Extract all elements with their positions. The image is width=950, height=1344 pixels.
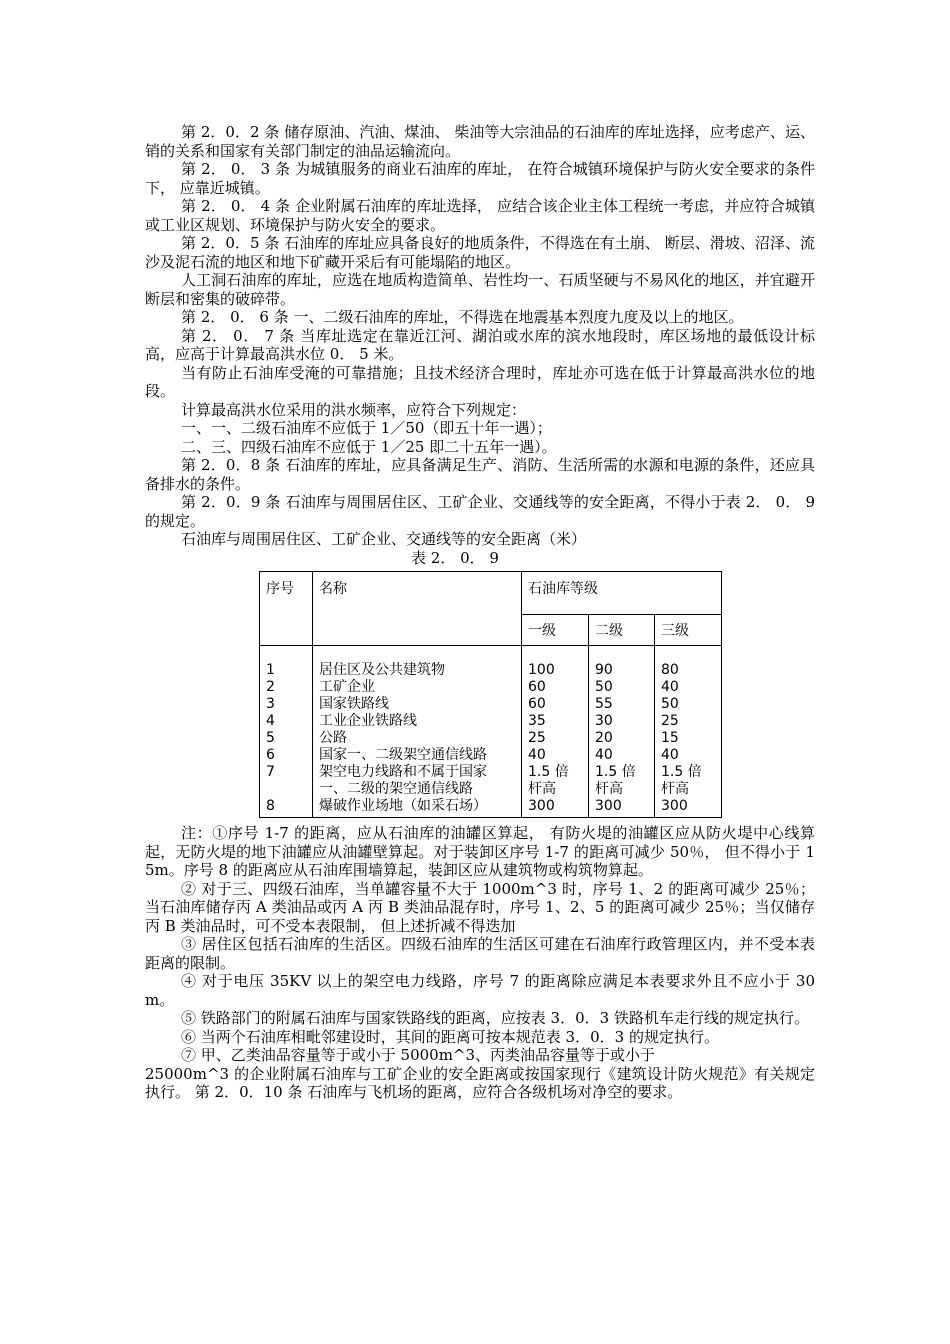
table-cell: 国家一、二级架空通信线路 [319, 747, 487, 763]
table-cell: 杆高 [595, 781, 623, 797]
note-paragraph: ④ 对于电压 35KV 以上的架空电力线路，序号 7 的距离除应满足本表要求外且不应小于 30m。 [145, 972, 815, 1009]
clause-paragraph: 计算最高洪水位采用的洪水频率，应符合下列规定： [181, 400, 527, 419]
header-grade: 石油库等级 [522, 572, 722, 615]
clause-paragraph: 第 2．0．8 条 石油库的库址，应具备满足生产、消防、生活所需的水源和电源的条件，还应具备排水的条件。 [145, 456, 815, 493]
note-paragraph: 注：①序号 1-7 的距离，应从石油库的油罐区算起， 有防火堤的油罐区应从防火堤中心线算起，无防火堤的地下油罐应从油罐壁算起。对于装卸区序号 1-7 的距离可减少 50％， 但不得小于 15m。序号 8 的距离应从石油库围墙算起，装卸区应从建筑物或构筑物算起。 [145, 824, 815, 879]
table-cell: 40 [595, 747, 613, 763]
table-cell: 1.5 倍 [661, 764, 702, 780]
clause-paragraph: 二、三、四级石油库不应低于 1／25 即二十五年一遇）。 [181, 437, 557, 456]
header-grade-2: 二级 [589, 615, 655, 646]
notes-section [145, 824, 815, 1102]
table-cell: 300 [595, 798, 622, 814]
table-cell: 架空电力线路和不属于国家 [319, 764, 487, 780]
header-name: 名称 [313, 572, 522, 646]
col-name [313, 646, 522, 818]
table-cell: 55 [595, 696, 613, 712]
note-paragraph: 25000m^3 的企业附属石油库与工矿企业的安全距离或按国家现行《建筑设计防火规范》有关规定执行。 第 2．0．10 条 石油库与飞机场的距离，应符合各级机场对净空的要求。 [145, 1064, 815, 1101]
clause-paragraph: 第 2． 0． 7 条 当库址选定在靠近江河、湖泊或水库的滨水地段时，库区场地的最低设计标高，应高于计算最高洪水位 0． 5 米。 [145, 326, 815, 363]
table-cell: 杆高 [528, 781, 556, 797]
table-cell: 居住区及公共建筑物 [319, 662, 445, 678]
table-cell: 35 [528, 713, 546, 729]
header-no: 序号 [260, 572, 313, 646]
table-cell: 40 [661, 747, 679, 763]
document-page [145, 123, 815, 1102]
table-cell: 100 [528, 662, 555, 678]
table-cell [266, 781, 306, 798]
header-grade-3: 三级 [655, 615, 722, 646]
table-cell: 爆破作业场地（如采石场） [319, 798, 487, 814]
table-cell: 1 [266, 662, 275, 678]
table-cell: 80 [661, 662, 679, 678]
table-cell: 6 [266, 747, 275, 763]
header-grade-1: 一级 [522, 615, 589, 646]
clause-paragraph: 第 2．0．5 条 石油库的库址应具备良好的地质条件，不得选在有土崩、 断层、滑坡、沼泽、流沙及泥石流的地区和地下矿藏开采后有可能塌陷的地区。 [145, 234, 815, 271]
table-cell: 7 [266, 764, 275, 780]
table-cell: 90 [595, 662, 613, 678]
col-grade-1 [522, 646, 589, 818]
col-no [260, 646, 313, 818]
table-cell: 300 [661, 798, 688, 814]
clause-paragraph: 当有防止石油库受淹的可靠措施；且技术经济合理时，库址亦可选在低于计算最高洪水位的地段。 [145, 363, 815, 400]
table-cell: 300 [528, 798, 555, 814]
table-cell: 杆高 [661, 781, 689, 797]
table-cell: 40 [528, 747, 546, 763]
table-cell: 40 [661, 679, 679, 695]
clauses-section [145, 123, 815, 530]
clause-paragraph: 第 2．0．2 条 储存原油、汽油、煤油、 柴油等大宗油品的石油库的库址选择，应考虑产、运、销的关系和国家有关部门制定的油品运输流向。 [145, 123, 815, 160]
table-cell: 1.5 倍 [528, 764, 569, 780]
note-paragraph: ⑦ 甲、乙类油品容量等于或小于 5000m^3、丙类油品容量等于或小于 [181, 1046, 656, 1064]
clause-paragraph: 人工洞石油库的库址，应选在地质构造简单、岩性均一、石质坚硬与不易风化的地区，并宜避开断层和密集的破碎带。 [145, 271, 815, 308]
clause-paragraph: 第 2． 0． 3 条 为城镇服务的商业石油库的库址， 在符合城镇环境保护与防火安全要求的条件下， 应靠近城镇。 [145, 160, 815, 197]
table-cell: 4 [266, 713, 275, 729]
table-cell: 50 [661, 696, 679, 712]
table-cell: 2 [266, 679, 275, 695]
table-cell: 25 [528, 730, 546, 746]
table-cell: 8 [266, 798, 275, 814]
table-cell: 1.5 倍 [595, 764, 636, 780]
table-cell: 20 [595, 730, 613, 746]
table-cell: 工矿企业 [319, 679, 375, 695]
table-title: 石油库与周围居住区、工矿企业、交通线等的安全距离（米） [181, 530, 587, 548]
table-number: 表 2． 0． 9 [411, 548, 499, 567]
table-cell: 5 [266, 730, 275, 746]
col-grade-3 [655, 646, 722, 818]
note-paragraph: ③ 居住区包括石油库的生活区。四级石油库的生活区可建在石油库行政管理区内，并不受本表距离的限制。 [145, 935, 815, 972]
table-cell: 15 [661, 730, 679, 746]
table-cell: 60 [528, 696, 546, 712]
clause-paragraph: 第 2．0．9 条 石油库与周围居住区、工矿企业、交通线等的安全距离，不得小于表 2． 0． 9 的规定。 [145, 493, 815, 530]
table-cell: 工业企业铁路线 [319, 713, 417, 729]
note-paragraph: ② 对于三、四级石油库，当单罐容量不大于 1000m^3 时，序号 1、2 的距离可减少 25％；当石油库储存丙 A 类油品或丙 A 丙 B 类油品混存时，序号 1、2、5 的距离可减少 25％；当仅储存丙 B 类油品时，可不受本表限制， 但上述折减不得迭加 [145, 879, 815, 935]
table-cell: 30 [595, 713, 613, 729]
table-cell: 50 [595, 679, 613, 695]
clause-paragraph: 第 2． 0． 6 条 一、二级石油库的库址，不得选在地震基本烈度九度及以上的地区。 [181, 308, 744, 326]
note-paragraph: ⑤ 铁路部门的附属石油库与国家铁路线的距离，应按表 3．0．3 铁路机车走行线的规定执行。 [181, 1009, 809, 1027]
table-cell: 公路 [319, 730, 347, 746]
col-grade-2 [589, 646, 655, 818]
table-cell: 25 [661, 713, 679, 729]
clause-paragraph: 一、一、二级石油库不应低于 1／50（即五十年一遇）； [181, 419, 552, 437]
table-cell: 国家铁路线 [319, 696, 389, 712]
table-cell: 3 [266, 696, 275, 712]
table-cell: 一、二级的架空通信线路 [319, 781, 473, 797]
clause-paragraph: 第 2． 0． 4 条 企业附属石油库的库址选择， 应结合该企业主体工程统一考虑，并应符合城镇或工业区规划、环境保护与防火安全的要求。 [145, 197, 815, 234]
table-cell: 60 [528, 679, 546, 695]
safety-distance-table [259, 571, 722, 818]
note-paragraph: ⑥ 当两个石油库相毗邻建设时，其间的距离可按本规范表 3．0．3 的规定执行。 [181, 1027, 719, 1046]
